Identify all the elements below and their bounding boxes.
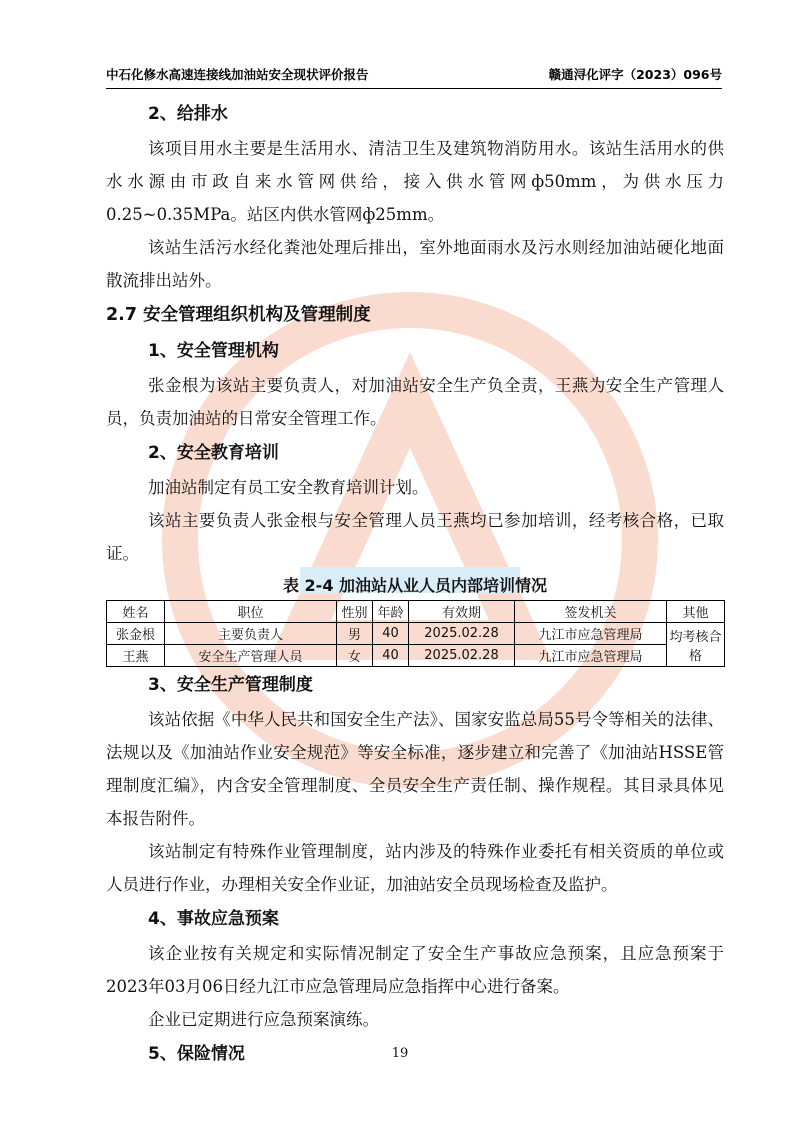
column-header: 性别 [337,601,373,623]
table-cell: 九江市应急管理局 [515,645,667,667]
table-cell: 40 [373,645,409,667]
table-header-row [107,601,725,623]
heading-safety-rules: 3、安全生产管理制度 [148,675,313,695]
page-header [106,66,722,89]
table-cell: 女 [337,645,373,667]
heading-safety-training: 2、安全教育培训 [148,443,279,463]
table-cell: 40 [373,623,409,645]
paragraph: 该站依据《中华人民共和国安全生产法》、国家安监总局55号令等相关的法律、法规以及《加油站作业安全规范》等安全标准，逐步建立和完善了《加油站HSSE管理制度汇编》，内含安全管理制度、全员安全生产责任制、操作规程。其目录具体见本报告附件。 [106,710,724,828]
table-row [107,623,725,645]
table-cell: 主要负责人 [165,623,337,645]
table-row [107,645,725,667]
training-table [106,600,725,667]
paragraph: 张金根为该站主要负责人，对加油站安全生产负全责，王燕为安全生产管理人员，负责加油站的日常安全管理工作。 [106,376,724,428]
table-cell: 2025.02.28 [409,645,515,667]
heading-insurance: 5、保险情况 [148,1044,245,1064]
table-cell: 九江市应急管理局 [515,623,667,645]
section-heading-2-7: 2.7 安全管理组织机构及管理制度 [106,305,371,325]
heading-safety-org: 1、安全管理机构 [148,341,279,361]
column-header: 签发机关 [515,601,667,623]
table-cell: 男 [337,623,373,645]
document-body [106,96,724,1072]
paragraph: 该站主要负责人张金根与安全管理人员王燕均已参加培训，经考核合格，已取证。 [106,511,724,563]
column-header: 其他 [667,601,725,623]
heading-water-supply: 2、给排水 [148,104,228,124]
paragraph: 加油站制定有员工安全教育培训计划。 [148,478,429,497]
paragraph: 该站制定有特殊作业管理制度，站内涉及的特殊作业委托有相关资质的单位或人员进行作业，办理相关安全作业证，加油站安全员现场检查及监护。 [106,842,724,894]
paragraph: 企业已定期进行应急预案演练。 [148,1010,379,1029]
table-caption: 表 2-4 加油站从业人员内部培训情况 [282,576,548,595]
table-cell: 王燕 [107,645,165,667]
column-header: 姓名 [107,601,165,623]
heading-emergency-plan: 4、事故应急预案 [148,909,279,929]
paragraph: 该企业按有关规定和实际情况制定了安全生产事故应急预案，且应急预案于2023年03月06日经九江市应急管理局应急指挥中心进行备案。 [106,944,724,996]
paragraph: 该项目用水主要是生活用水、清洁卫生及建筑物消防用水。该站生活用水的供水水源由市政自来水管网供给，接入供水管网ф50mm，为供水压力0.25~0.35MPa。站区内供水管网ф25mm。 [106,139,724,224]
column-header: 年龄 [373,601,409,623]
document-number: 赣通浔化评字（2023）096号 [548,67,722,82]
column-header: 职位 [165,601,337,623]
table-cell: 安全生产管理人员 [165,645,337,667]
report-title: 中石化修水高速连接线加油站安全现状评价报告 [106,67,369,82]
table-cell-merged: 均考核合格 [667,623,725,667]
page-number: 19 [391,1046,409,1061]
paragraph: 该站生活污水经化粪池处理后排出，室外地面雨水及污水则经加油站硬化地面散流排出站外。 [106,238,724,290]
table-cell: 张金根 [107,623,165,645]
table-cell: 2025.02.28 [409,623,515,645]
column-header: 有效期 [409,601,515,623]
